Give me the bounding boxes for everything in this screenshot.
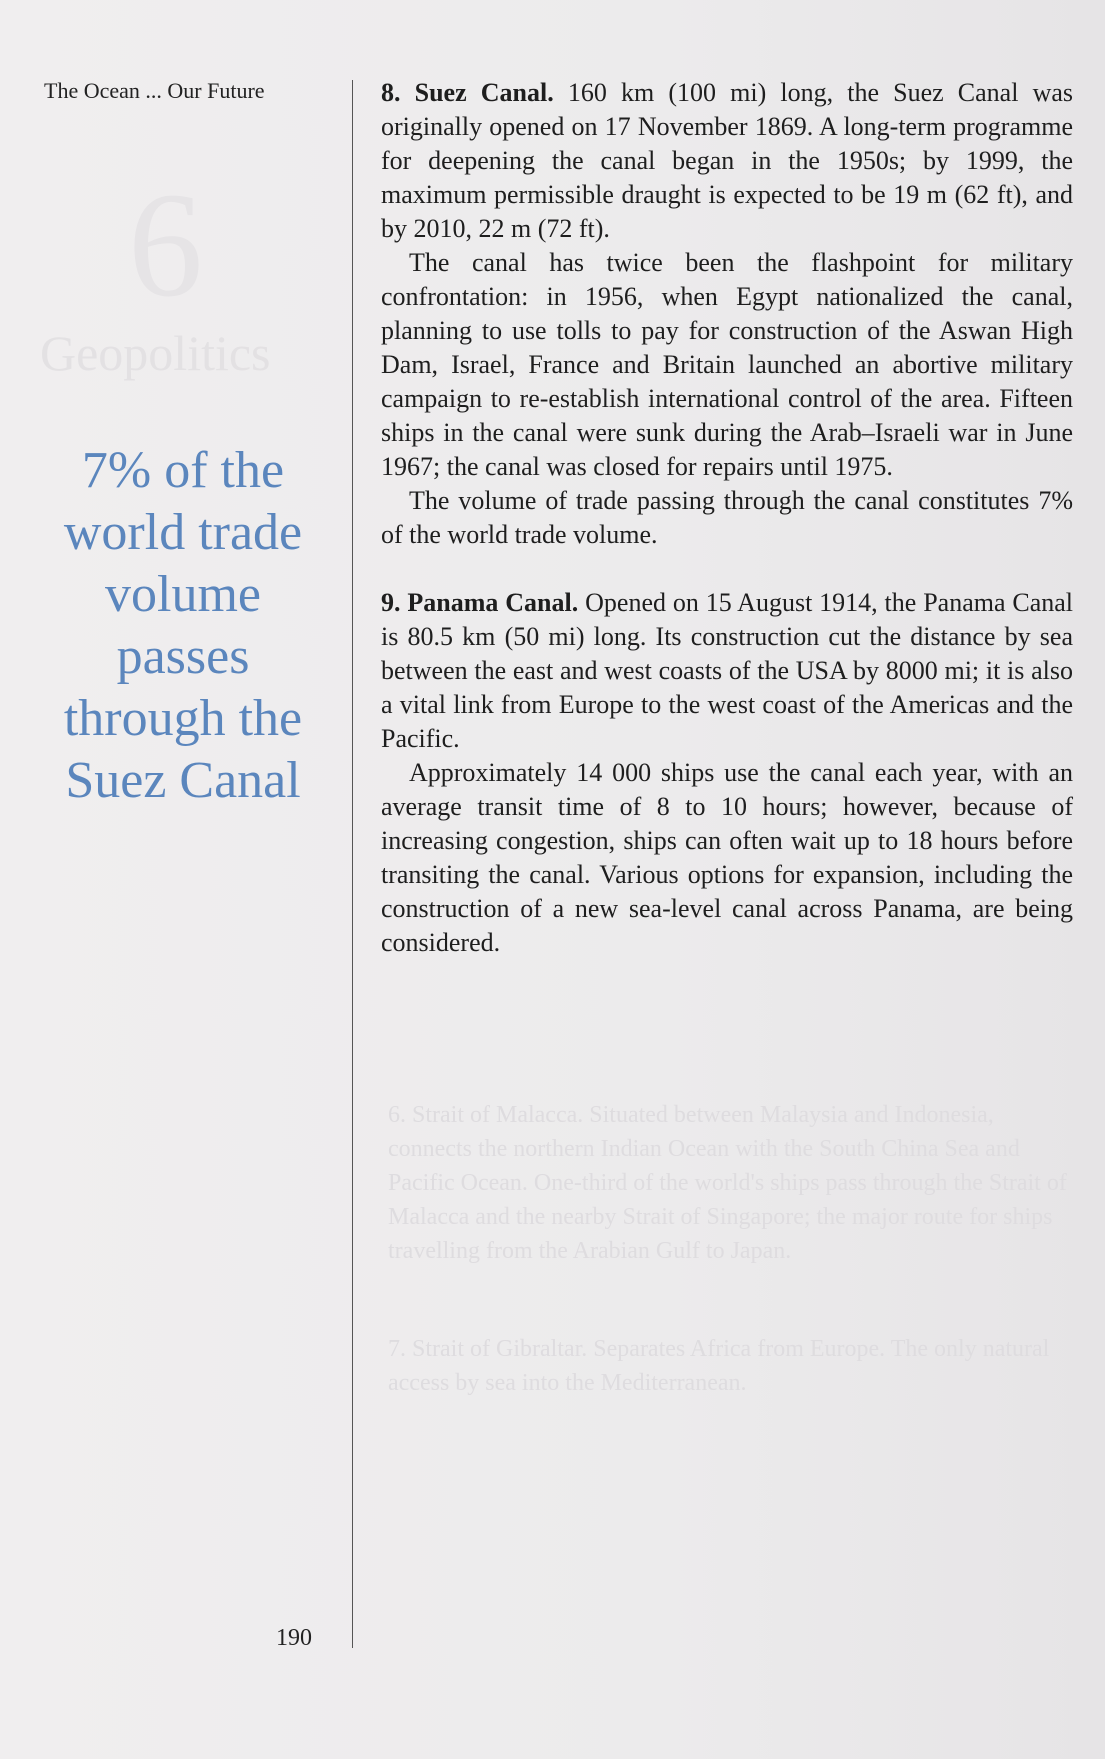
section-number: 8. bbox=[381, 78, 401, 107]
paragraph: The canal has twice been the flashpoint for military confrontation: in 1956, when Egypt nationalized the canal, planning to use tolls to pay for construction of the Aswan High Dam, Israel, France and Britain launched an abortive military campaign to re-establish international control of the area. Fifteen ships in the canal were sunk during the Arab–Israeli war in June 1967; the canal was closed for repairs until 1975. bbox=[381, 248, 1073, 481]
section-heading: Suez Canal. bbox=[414, 78, 554, 107]
chapter-number: 6 bbox=[128, 162, 203, 328]
column-divider bbox=[352, 80, 353, 1648]
chapter-title: Geopolitics bbox=[40, 325, 271, 381]
body-column bbox=[381, 76, 1073, 960]
page-number: 190 bbox=[276, 1625, 312, 1651]
show-through-text-2: 7. Strait of Gibraltar. Separates Africa from Europe. The only natural access by sea into the Mediterranean. bbox=[388, 1336, 1050, 1396]
paragraph: Approximately 14 000 ships use the canal each year, with an average transit time of 8 to 10 hours; however, because of increasing congestion, ships can often wait up to 18 hours before transiting the canal. Various options for expansion, including the construction of a new sea-level canal across Panama, are being considered. bbox=[381, 758, 1073, 957]
paragraph: The volume of trade passing through the canal constitutes 7% of the world trade volume. bbox=[381, 486, 1073, 549]
section-gap bbox=[381, 552, 1073, 586]
show-through-text-1: 6. Strait of Malacca. Situated between Malaysia and Indonesia, connects the northern Indian Ocean with the South China Sea and Pacific Ocean. One-third of the world's ships pass through the Strait of Malacca and the nearby Strait of Singapore; the major route for ships travelling from the Arabian Gulf to Japan. bbox=[388, 1102, 1067, 1264]
section-lead-text: Opened on 15 August 1914, the Panama Canal is 80.5 km (50 mi) long. Its construction cut the distance by sea between the east and west coasts of the USA by 8000 mi; it is also a vital link from Europe to the west coast of the Americas and the Pacific. bbox=[381, 588, 1074, 753]
section-lead-text: 160 km (100 mi) long, the Suez Canal was originally opened on 17 November 1869. A long-term programme for deepening the canal began in the 1950s; by 1999, the maximum permissible draught is expected to be 19 m (62 ft), and by 2010, 22 m (72 ft). bbox=[381, 78, 1074, 243]
pull-quote: 7% of the world trade volume passes through the Suez Canal bbox=[63, 442, 303, 809]
section-number: 9. bbox=[381, 588, 401, 617]
section-suez-lead bbox=[381, 76, 1073, 246]
running-head: The Ocean ... Our Future bbox=[44, 78, 265, 103]
section-panama-lead bbox=[381, 586, 1073, 756]
section-heading: Panama Canal. bbox=[407, 588, 579, 617]
